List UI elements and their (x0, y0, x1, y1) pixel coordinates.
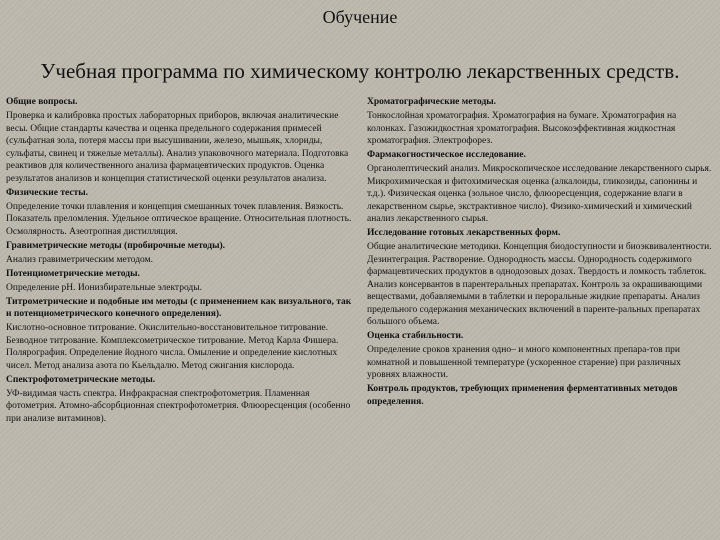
paragraph-gravimetric: Анализ гравиметрическим методом. (6, 254, 154, 265)
section-heading-spectrophotometric: Спектрофотометрические методы. (6, 374, 156, 385)
section-heading-potentiometric: Потенциометрические методы. (6, 268, 140, 279)
section-heading-stability: Оценка стабильности. (367, 331, 464, 341)
left-column (6, 96, 352, 427)
paragraph-titrimetric: Кислотно-основное титрование. Окислительно-восстановительное титрование. Безводное титрование. Комплексометрическое титрование. Метод Карла Фишера. Полярография. Определение йодного числа. Омыление и определение кислотных чисел. Метод анализа азота по Кьельдалю. Метод сжигания кислорода. (6, 323, 339, 371)
section-heading-general: Общие вопросы. (6, 97, 78, 107)
right-column (367, 96, 715, 410)
paragraph-stability: Определение сроков хранения одно– и много компонентных препара-тов при комнатной и повышенной температуре (ускоренное старение) при различных уровнях влажности. (367, 345, 681, 380)
section-heading-physical: Физические тесты. (6, 187, 89, 198)
section-heading-pharmacognostic: Фармакогностическое исследование. (367, 150, 526, 160)
slide-title: Обучение (322, 7, 398, 27)
paragraph-dosage-forms: Общие аналитические методики. Концепция биодоступности и биоэквивалентности. Дезинтеграция. Растворение. Однородность массы. Однородность содержимого фармацевтических продуктов в однодозовых дозах. Твердость и ломкость таблеток. Анализ консервантов в парентеральных препаратах. Контроль за окрашивающими веществами, добавляемыми в таблетки и пероральные жидкие препараты. Анализ предельного содержания механических включений в паренте-ральных препаратах большого объема. (367, 242, 712, 327)
paragraph-pharmacognostic: Органолептический анализ. Микроскопическое исследование лекарственного сырья. Микрохимическая и фитохимическая оценка (алкалоиды, гликозиды, сапонины и т.д.). Физическая оценка (зольное число, флюоресценция, содержание влаги в лекарственном сырье, экстрактивное число). Физико-химический и химический анализ лекарственного сырья. (367, 164, 712, 224)
page-subtitle: Учебная программа по химическому контролю лекарственных средств. (40, 59, 680, 83)
section-heading-titrimetric: Титрометрические и подобные им методы (с применением как визуального, так и потенциометрического конечного определения). (6, 296, 352, 319)
paragraph-physical: Определение точки плавления и концепция смешанных точек плавления. Вязкость. Показатель преломления. Удельное оптическое вращение. Относительная плотность. Осмолярность. Азеотропная дистилляция. (6, 201, 352, 237)
paragraph-chromatographic: Тонкослойная хроматография. Хроматография на бумаге. Хроматография на колонках. Газожидкостная хроматография. Высокоэффективная жидкостная хроматография. Электрофорез. (367, 111, 677, 146)
section-heading-chromatographic: Хроматографические методы. (367, 97, 497, 107)
section-heading-enzymatic: Контроль продуктов, требующих применения ферментативных методов определения. (367, 384, 678, 407)
section-heading-dosage-forms: Исследование готовых лекарственных форм. (367, 228, 561, 238)
paragraph-general: Проверка и калибровка простых лабораторных приборов, включая аналитические весы. Общие стандарты качества и оценка предельного содержания примесей (сульфатная зола, потеря массы при высушивании, железо, мышьяк, хлориды, сульфаты, свинец и тяжелые металлы). Анализ упаковочного материала. Подготовка реактивов для количественного анализа фармацевтических продуктов. Оценка результатов анализов и концепция статистической оценки результатов анализа. (6, 111, 349, 184)
paragraph-spectrophotometric: УФ-видимая часть спектра. Инфракрасная спектрофотометрия. Пламенная фотометрия. Атомно-абсорбционная спектрофотометрия. Флюоресценция (особенно при анализе витаминов). (6, 388, 351, 424)
section-heading-gravimetric: Гравиметрические методы (пробирочные методы). (6, 240, 226, 251)
paragraph-potentiometric: Определение рН. Ионизбирательные электроды. (6, 282, 203, 293)
